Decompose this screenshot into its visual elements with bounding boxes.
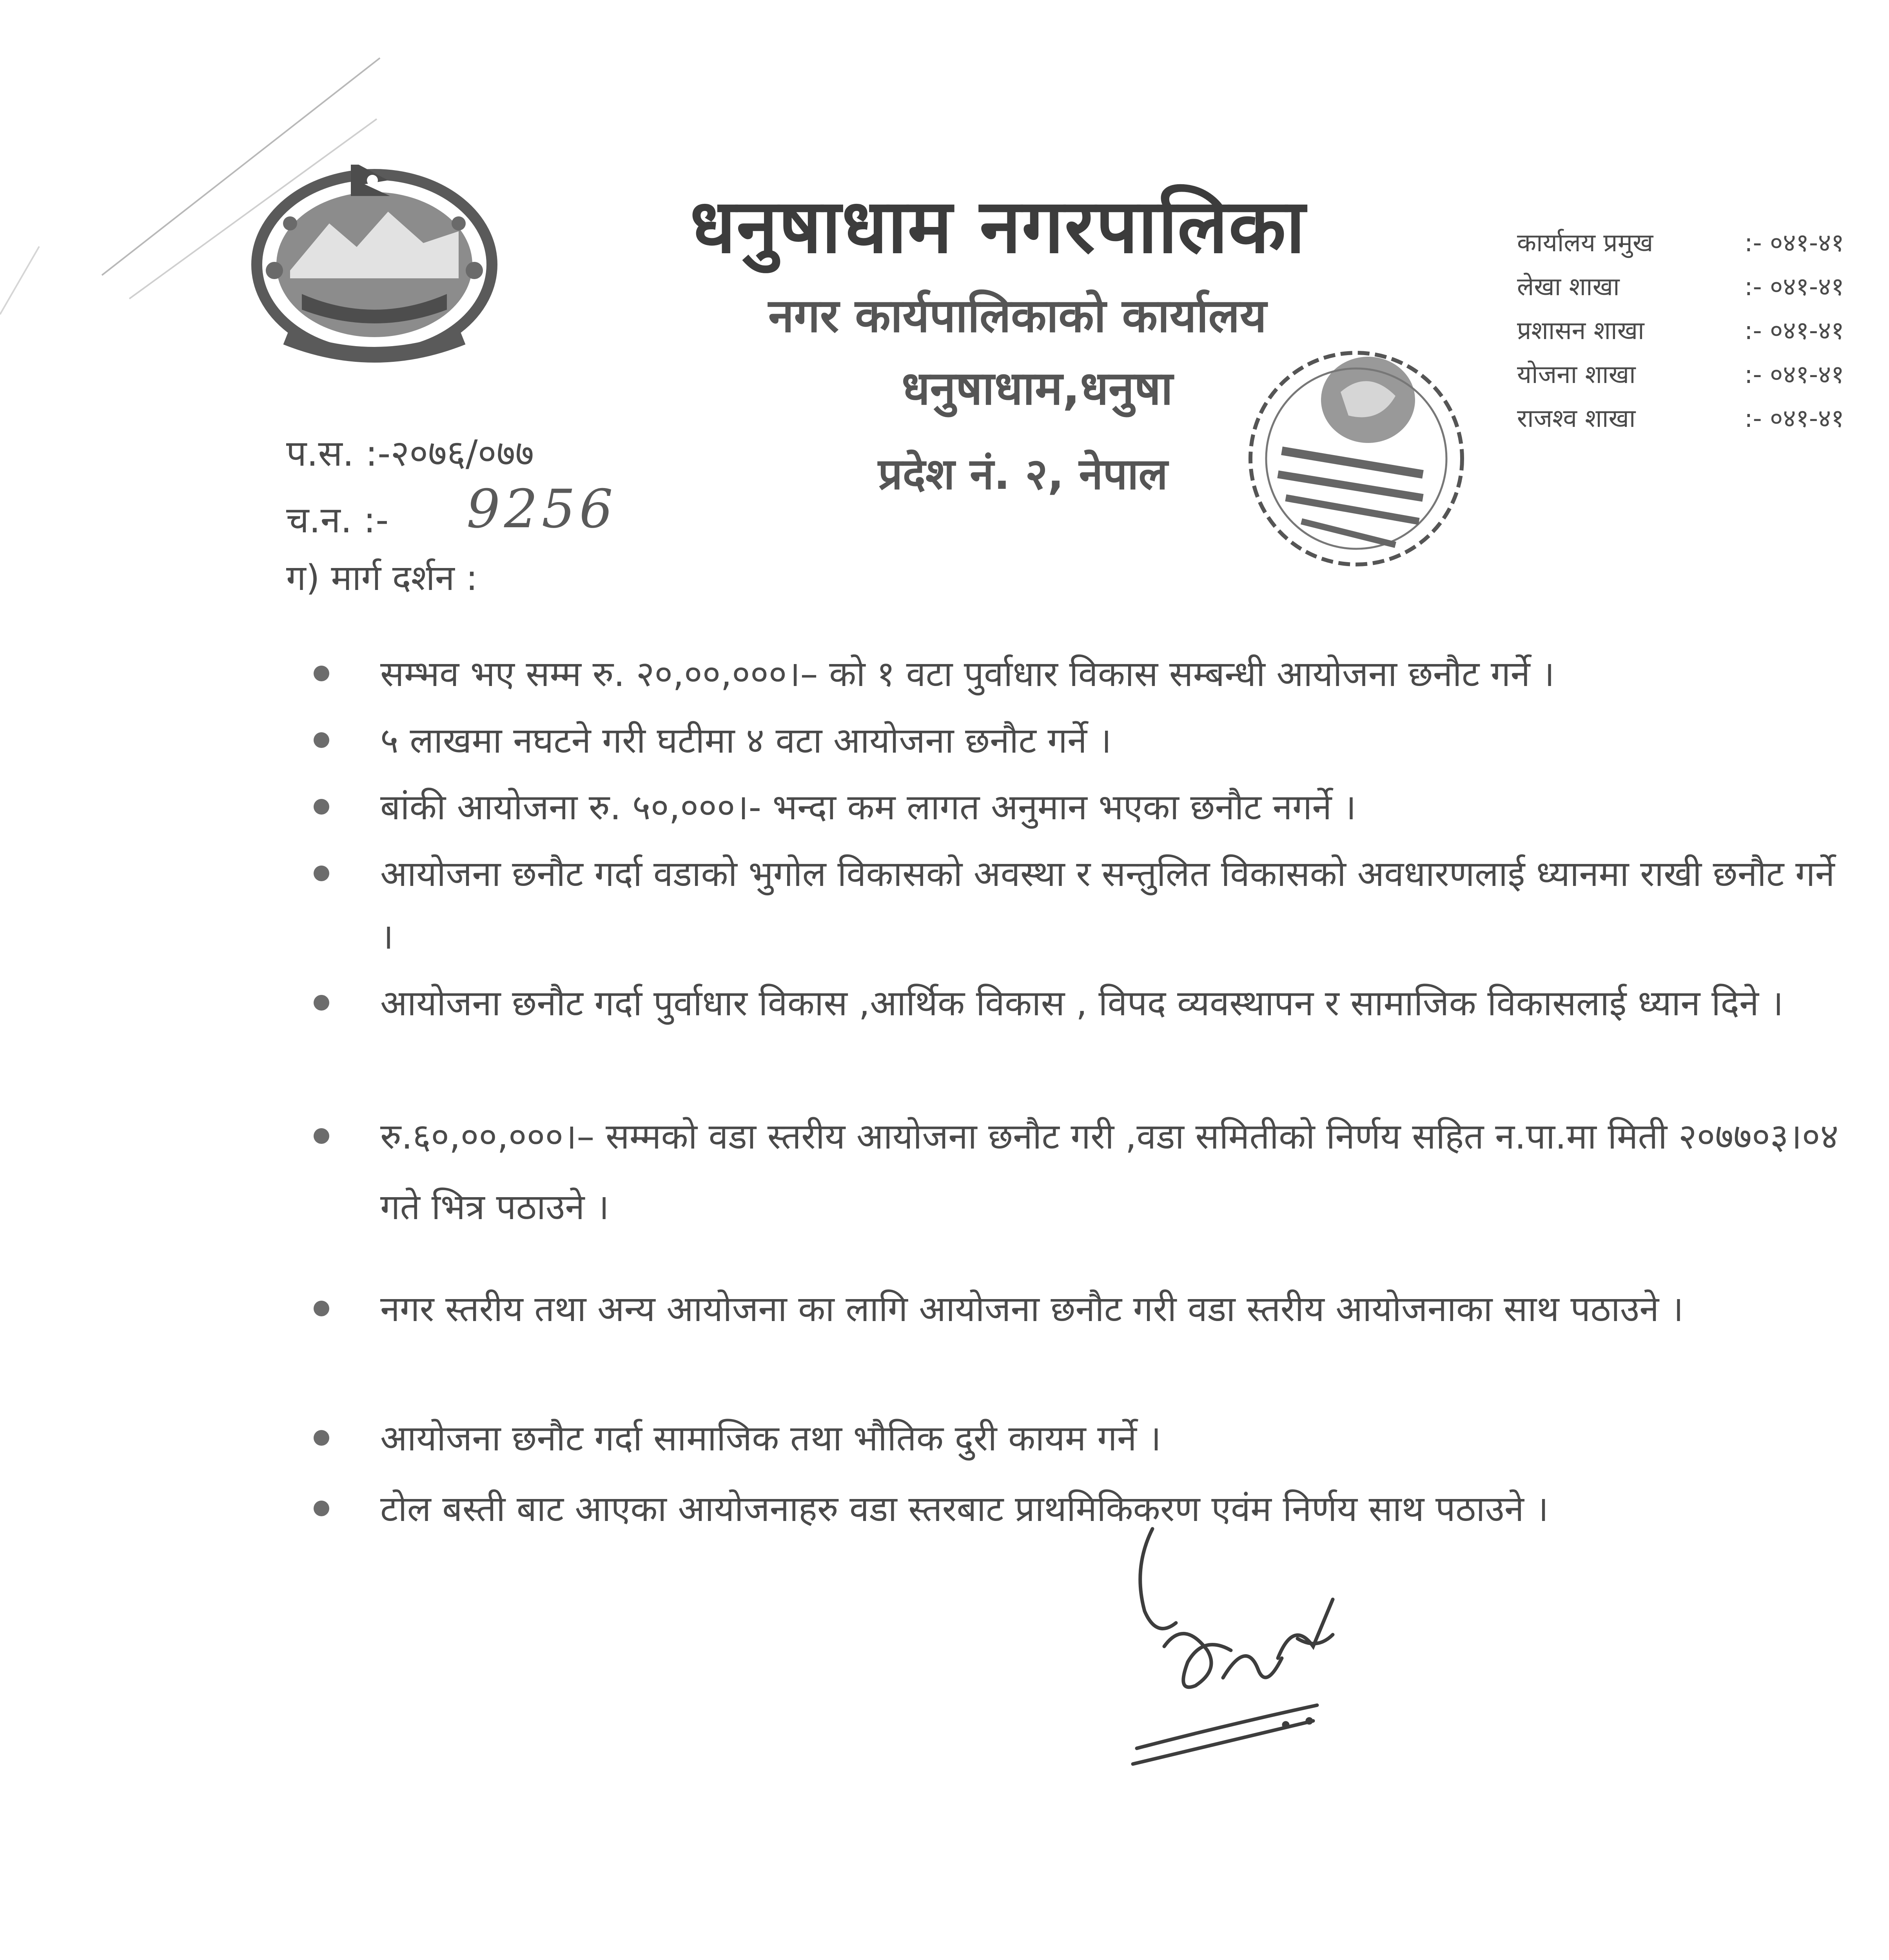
section-heading: ग) मार्ग दर्शन : [286, 557, 478, 599]
bullet-icon [314, 1501, 329, 1516]
bullet-icon [314, 1301, 329, 1316]
bullet-icon [314, 1430, 329, 1446]
bullet-icon [314, 866, 329, 881]
contact-value: :- ०४१-४१ [1744, 404, 1844, 433]
bullet-icon [314, 732, 329, 748]
list-item-text: नगर स्तरीय तथा अन्य आयोजना का लागि आयोजना छनौट गरी वडा स्तरीय आयोजनाका साथ पठाउने । [380, 1289, 1684, 1330]
contact-value: :- ०४१-४१ [1744, 360, 1844, 389]
contact-label: लेखा शाखा [1517, 272, 1620, 301]
contact-label: प्रशासन शाखा [1517, 316, 1644, 345]
bullet-icon [314, 1128, 329, 1144]
bullet-icon [314, 666, 329, 681]
nepal-government-emblem-icon [239, 153, 510, 372]
dispatch-number-value: 9256 [466, 478, 617, 540]
contact-row [1517, 263, 1889, 307]
list-item-text: आयोजना छनौट गर्दा पुर्वाधार विकास ,आर्थिक विकास , विपद व्यवस्थापन र सामाजिक विकासलाई ध्यान दिने । [380, 983, 1784, 1024]
list-item-text: आयोजना छनौट गर्दा वडाको भुगोल विकासको अवस्था र सन्तुलित विकासको अवधारणलाई ध्यानमा राखी छनौट गर्ने । [380, 853, 1835, 957]
contact-label: राजश्व शाखा [1517, 404, 1636, 433]
list-item-text: आयोजना छनौट गर्दा सामाजिक तथा भौतिक दुरी कायम गर्ने । [380, 1418, 1161, 1459]
contact-value: :- ०४१-४१ [1744, 228, 1844, 258]
contact-label: कार्यालय प्रमुख [1517, 228, 1653, 258]
bullet-icon [314, 799, 329, 815]
scan-artifact-line [0, 246, 40, 315]
handwritten-signature-icon [1129, 1521, 1372, 1788]
contact-row [1517, 351, 1889, 395]
office-city: धनुषाधाम,धनुषा [902, 361, 1173, 415]
list-item-text: सम्भव भए सम्म रु. २०,००,०००।– को १ वटा पुर्वाधार विकास सम्बन्धी आयोजना छनौट गर्ने । [380, 653, 1555, 695]
bullet-icon [314, 995, 329, 1011]
reference-number: प.स. :-२०७६/०७७ [286, 432, 534, 474]
list-item-text: बांकी आयोजना रु. ५०,०००।- भन्दा कम लागत अनुमान भएका छनौट नगर्ने । [380, 787, 1357, 828]
contact-row [1517, 395, 1889, 439]
list-item-text: ५ लाखमा नघटने गरी घटीमा ४ वटा आयोजना छनौट गर्ने । [380, 720, 1112, 761]
contact-value: :- ०४१-४१ [1744, 272, 1844, 301]
contact-label: योजना शाखा [1517, 360, 1636, 389]
municipality-office-stamp-icon [1239, 333, 1474, 584]
contact-row [1517, 307, 1889, 351]
org-name: धनुषाधाम नगरपालिका [690, 183, 1306, 270]
office-name: नगर कार्यपालिकाको कार्यालय [768, 289, 1267, 343]
list-item-text: टोल बस्ती बाट आएका आयोजनाहरु वडा स्तरबाट प्राथमिकिकरण एवंम निर्णय साथ पठाउने । [380, 1488, 1549, 1530]
contact-value: :- ०४१-४१ [1744, 316, 1844, 345]
dispatch-number-label: च.न. :- [286, 499, 389, 541]
contact-row [1517, 220, 1889, 263]
contact-list [1517, 220, 1889, 439]
list-item-text: रु.६०,००,०००।– सम्मको वडा स्तरीय आयोजना छनौट गरी ,वडा समितीको निर्णय सहित न.पा.मा मिती २०७७०३।०४ गते भित्र पठाउने । [380, 1116, 1839, 1228]
office-province: प्रदेश नं. २, नेपाल [878, 449, 1168, 499]
